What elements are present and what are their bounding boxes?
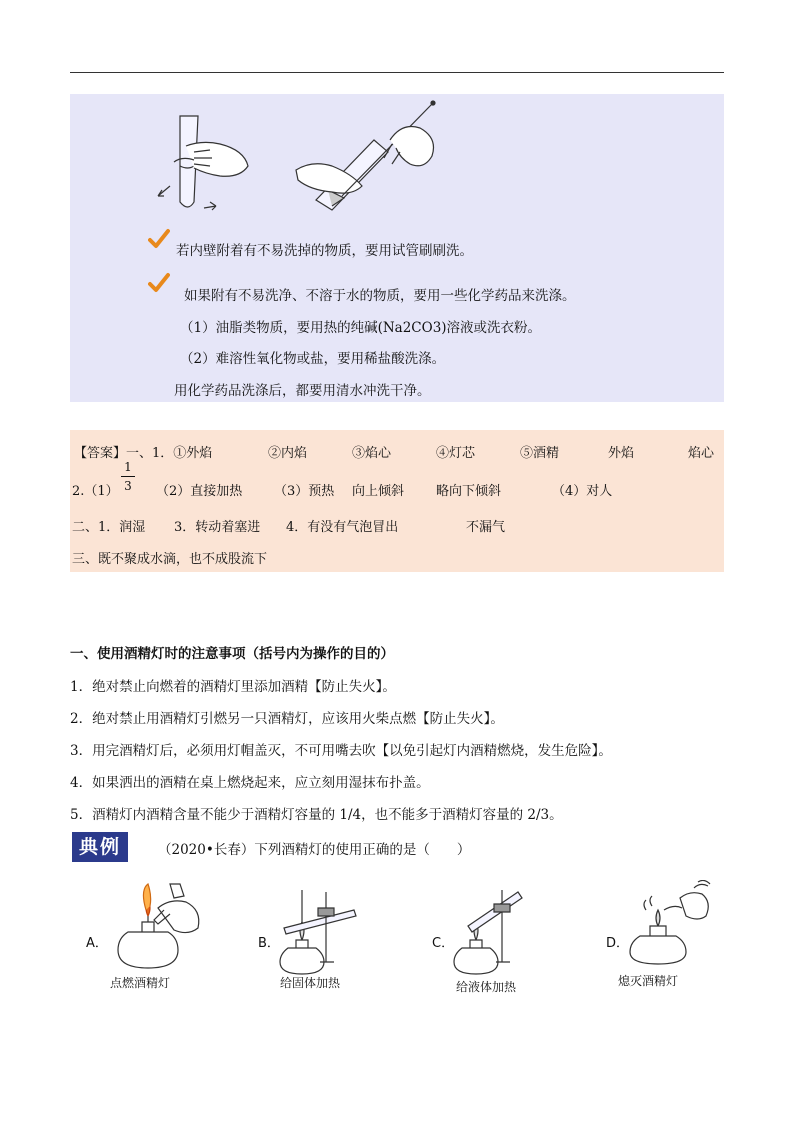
section-heading: 一、使用酒精灯时的注意事项（括号内为操作的目的） [70,646,394,662]
answer-box [70,430,724,572]
answer-item: （2）直接加热 [156,484,243,499]
answer-item: ④灯芯 [436,446,476,461]
option-b[interactable] [258,880,418,1000]
option-letter: A． [86,936,108,951]
rule-item: 3．用完酒精灯后，必须用灯帽盖灭，不可用嘴去吹【以免引起灯内酒精燃烧，发生危险】。 [70,743,612,759]
rule-item: 1．绝对禁止向燃着的酒精灯里添加酒精【防止失火】。 [70,679,396,695]
fraction-one-third [121,460,135,493]
tip-line-5: 用化学药品洗涤后，都要用清水冲洗干净。 [174,383,431,399]
option-d[interactable] [606,880,766,1000]
fraction-denominator: 3 [124,479,132,493]
answer-item: 略向下倾斜 [436,484,502,499]
option-caption: 熄灭酒精灯 [618,974,679,988]
answer-item: ②内焰 [268,446,308,461]
option-c[interactable] [432,880,592,1000]
tip-line-3: （1）油脂类物质，要用热的纯碱(Na2CO3)溶液或洗衣粉。 [180,320,542,336]
option-letter: B． [258,936,280,951]
example-question: （2020•长春）下列酒精灯的使用正确的是（ ） [158,842,471,858]
option-letter: C． [432,936,455,951]
option-letter: D． [606,936,630,951]
answer-item: 【答案】一、1．①外焰 [74,446,213,461]
checkmark-icon [148,228,170,250]
option-caption: 给液体加热 [456,980,517,994]
extinguishing-lamp-icon [624,880,734,970]
washing-tips-box [70,94,724,402]
option-caption: 给固体加热 [280,976,341,990]
tip-line-4: （2）难溶性氧化物或盐，要用稀盐酸洗涤。 [180,351,446,367]
rule-item: 5．酒精灯内酒精含量不能少于酒精灯容量的 1/4，也不能多于酒精灯容量的 2/3。 [70,807,563,823]
answer-item: 焰心 [688,446,715,461]
fraction-numerator: 1 [124,460,132,474]
answer-item: ⑤酒精 [520,446,560,461]
example-badge: 典例 [72,832,128,862]
option-caption: 点燃酒精灯 [110,976,171,990]
answer-item: 二、1．润湿 [72,520,146,535]
brushing-test-tube-illustration [292,100,452,220]
header-rule [70,72,724,73]
option-a[interactable] [86,880,246,1000]
rule-item: 2．绝对禁止用酒精灯引燃另一只酒精灯，应该用火柴点燃【防止失火】。 [70,711,504,727]
answer-item: 3．转动着塞进 [174,520,261,535]
answer-item: （3）预热 [274,484,335,499]
checkmark-icon [148,272,170,294]
rule-item: 4．如果洒出的酒精在桌上燃烧起来，应立刻用湿抹布扑盖。 [70,775,430,791]
heating-liquid-icon [448,886,548,976]
answer-item: ③焰心 [352,446,392,461]
answer-item: 向上倾斜 [352,484,405,499]
heating-solid-icon [274,886,374,976]
answer-item: 不漏气 [466,520,506,535]
shaking-test-tube-illustration [150,106,260,216]
answer-item: 2.（1） [72,484,119,499]
answer-item: （4）对人 [552,484,613,499]
answer-item: 三、既不聚成水滴，也不成股流下 [72,552,268,567]
answer-item: 外焰 [608,446,635,461]
tip-line-1: 若内壁附着有不易洗掉的物质，要用试管刷刷洗。 [176,243,473,259]
answer-item: 4．有没有气泡冒出 [286,520,399,535]
tip-line-2: 如果附有不易洗净、不溶于水的物质，要用一些化学药品来洗涤。 [184,288,576,304]
lighting-lamp-with-lamp-icon [108,880,218,975]
